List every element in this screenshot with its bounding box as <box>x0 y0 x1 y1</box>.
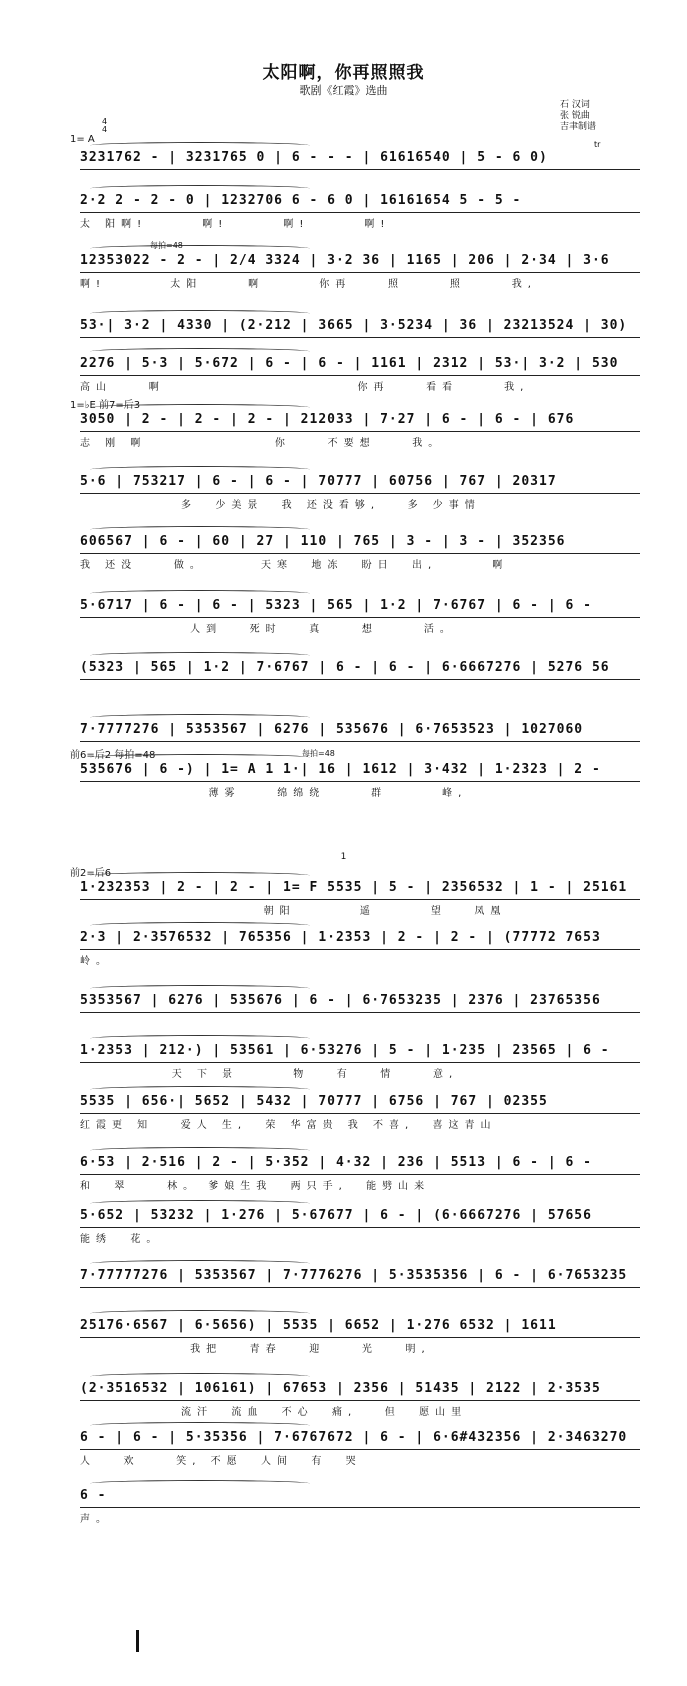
beam-line <box>80 212 640 213</box>
beam-line <box>80 1337 640 1338</box>
beam-line <box>80 741 640 742</box>
lyric-line: 声。 <box>80 1514 112 1524</box>
tempo-marking: 每拍=48 <box>302 749 335 758</box>
notation-line: 6 - <box>80 1488 107 1503</box>
beam-line <box>80 493 640 494</box>
key-signature: 前6=后2 每拍=48 <box>70 750 156 761</box>
page-number: 1 <box>340 852 347 862</box>
notation-line: 606567 | 6 - | 60 | 27 | 110 | 765 | 3 - | 3 - | 352356 <box>80 534 566 549</box>
tempo-marking: 每拍=48 <box>150 241 183 250</box>
slur <box>90 1147 310 1154</box>
slur <box>90 466 310 473</box>
transcriber-credit: 吉聿制谱 <box>560 122 597 132</box>
beam-line <box>80 617 640 618</box>
notation-line: 1·232353 | 2 - | 2 - | 1= F 5535 | 5 - | 2356532 | 1 - | 25161 <box>80 880 628 895</box>
slur <box>90 1200 310 1207</box>
beam-line <box>80 1113 640 1114</box>
notation-line: 5·6717 | 6 - | 6 - | 5323 | 565 | 1·2 | 7·6767 | 6 - | 6 - <box>80 598 592 613</box>
notation-line: 6 - | 6 - | 5·35356 | 7·6767672 | 6 - | 6·6#432356 | 2·3463270 <box>80 1430 628 1445</box>
lyric-line: 多 少美景 我 还没看够, 多 少事情 <box>80 500 481 510</box>
trill-mark: tr <box>594 140 601 149</box>
beam-line <box>80 1400 640 1401</box>
slur <box>90 652 310 659</box>
lyric-line: 红霞更 知 爱人 生, 荣 华富贵 我 不喜, 喜这青山 <box>80 1120 497 1130</box>
slur <box>90 1422 310 1429</box>
beam-line <box>80 169 640 170</box>
meter-bottom: 4 <box>102 125 108 134</box>
slur <box>90 872 310 879</box>
beam-line <box>80 781 640 782</box>
slur <box>90 310 310 317</box>
final-barline <box>136 1630 139 1652</box>
slur <box>90 245 310 252</box>
lyric-line <box>80 682 660 696</box>
beam-line <box>80 679 640 680</box>
notation-line: 3231762 - | 3231765 0 | 6 - - - | 61616540 | 5 - 6 0) <box>80 150 548 165</box>
notation-line: 3050 | 2 - | 2 - | 2 - | 212033 | 7·27 | 6 - | 6 - | 676 <box>80 412 575 427</box>
lyric-line: 我 还没 做。 天寒 地冻 盼日 出, 啊 <box>80 560 509 570</box>
slur <box>90 754 310 761</box>
notation-line: 7·77777276 | 5353567 | 7·7776276 | 5·3535356 | 6 - | 6·7653235 <box>80 1268 628 1283</box>
lyric-line: 高山 啊 你再 看看 我, <box>80 382 530 392</box>
notation-line: 5·6 | 753217 | 6 - | 6 - | 70777 | 60756 | 767 | 20317 <box>80 474 557 489</box>
beam-line <box>80 375 640 376</box>
time-signature <box>102 118 107 134</box>
lyric-line <box>80 172 660 186</box>
beam-line <box>80 899 640 900</box>
lyric-line: 岭。 <box>80 956 112 966</box>
beam-line <box>80 337 640 338</box>
slur <box>90 1086 310 1093</box>
slur <box>90 1035 310 1042</box>
credits <box>560 100 596 133</box>
beam-line <box>80 1012 640 1013</box>
slur <box>90 590 310 597</box>
key-signature: 1=♭E 前7=后3 <box>70 400 141 411</box>
notation-line: (2·3516532 | 106161) | 67653 | 2356 | 51435 | 2122 | 2·3535 <box>80 1381 601 1396</box>
notation-line: 6·53 | 2·516 | 2 - | 5·352 | 4·32 | 236 | 5513 | 6 - | 6 - <box>80 1155 592 1170</box>
notation-line: 25176·6567 | 6·5656) | 5535 | 6652 | 1·276 6532 | 1611 <box>80 1318 557 1333</box>
notation-line: 5·652 | 53232 | 1·276 | 5·67677 | 6 - | (6·6667276 | 57656 <box>80 1208 592 1223</box>
lyric-line: 能绣 花。 <box>80 1234 163 1244</box>
notation-line: 7·7777276 | 5353567 | 6276 | 535676 | 6·7653523 | 1027060 <box>80 722 584 737</box>
song-subtitle: 歌剧《红霞》选曲 <box>299 84 388 97</box>
beam-line <box>80 1174 640 1175</box>
beam-line <box>80 1062 640 1063</box>
slur <box>90 922 310 929</box>
notation-line: 2·3 | 2·3576532 | 765356 | 1·2353 | 2 - | 2 - | (77772 7653 <box>80 930 601 945</box>
beam-line <box>80 949 640 950</box>
beam-line <box>80 1507 640 1508</box>
lyric-line: 志 刚 啊 你 不要想 我。 <box>80 438 445 448</box>
slur <box>90 1480 310 1487</box>
beam-line <box>80 1227 640 1228</box>
slur <box>90 404 310 411</box>
lyric-line: 和 翠 林。 爹娘生我 两只手, 能劈山来 <box>80 1181 431 1191</box>
beam-line <box>80 1287 640 1288</box>
slur <box>90 714 310 721</box>
beam-line <box>80 553 640 554</box>
slur <box>90 142 310 149</box>
slur <box>90 985 310 992</box>
lyric-line: 朝阳 遥 望 凤凰 <box>80 906 507 916</box>
notation-line: (5323 | 565 | 1·2 | 7·6767 | 6 - | 6 - | 6·6667276 | 5276 56 <box>80 660 610 675</box>
lyric-line: 我把 青春 迎 光 明, <box>80 1344 431 1354</box>
lyric-line: 天 下 景 物 有 情 意, <box>80 1069 459 1079</box>
notation-line: 2·2 2 - 2 - 0 | 1232706 6 - 6 0 | 16161654 5 - 5 - <box>80 193 522 208</box>
meter-top: 4 <box>102 117 108 126</box>
key-signature: 1= A <box>70 134 95 145</box>
slur <box>90 526 310 533</box>
slur <box>90 1310 310 1317</box>
notation-line: 53·| 3·2 | 4330 | (2·212 | 3665 | 3·5234 | 36 | 23213524 | 30) <box>80 318 628 333</box>
notation-line: 5353567 | 6276 | 535676 | 6 - | 6·7653235 | 2376 | 23765356 <box>80 993 601 1008</box>
song-title: 太阳啊，你再照照我 <box>262 63 425 83</box>
lyric-line: 薄雾 绵绵绕 群 峰, <box>80 788 468 798</box>
lyricist-credit: 石 汉词 <box>560 100 590 110</box>
slur <box>90 185 310 192</box>
notation-line: 5535 | 656·| 5652 | 5432 | 70777 | 6756 | 767 | 02355 <box>80 1094 548 1109</box>
lyric-line: 太 阳啊! 啊! 啊! 啊! <box>80 219 391 229</box>
notation-line: 2276 | 5·3 | 5·672 | 6 - | 6 - | 1161 | 2312 | 53·| 3·2 | 530 <box>80 356 619 371</box>
lyric-line <box>80 1015 660 1029</box>
beam-line <box>80 272 640 273</box>
notation-line: 535676 | 6 -) | 1= A 1 1·| 16 | 1612 | 3·432 | 1·2323 | 2 - <box>80 762 601 777</box>
slur <box>90 1373 310 1380</box>
lyric-line <box>80 1290 660 1304</box>
slur <box>90 1260 310 1267</box>
composer-credit: 张 锐曲 <box>560 111 590 121</box>
beam-line <box>80 431 640 432</box>
slur <box>90 348 310 355</box>
lyric-line: 人 欢 笑, 不愿 人间 有 哭 <box>80 1456 362 1466</box>
beam-line <box>80 1449 640 1450</box>
lyric-line: 人到 死时 真 想 活。 <box>80 624 456 634</box>
notation-line: 12353022 - 2 - | 2/4 3324 | 3·2 36 | 1165 | 206 | 2·34 | 3·6 <box>80 253 610 268</box>
notation-line: 1·2353 | 212·) | 53561 | 6·53276 | 5 - | 1·235 | 23565 | 6 - <box>80 1043 610 1058</box>
key-signature: 前2=后6 <box>70 868 112 879</box>
lyric-line: 流汗 流血 不心 痛, 但 愿山里 <box>80 1407 468 1417</box>
lyric-line: 啊! 太阳 啊 你再 照 照 我, <box>80 279 537 289</box>
